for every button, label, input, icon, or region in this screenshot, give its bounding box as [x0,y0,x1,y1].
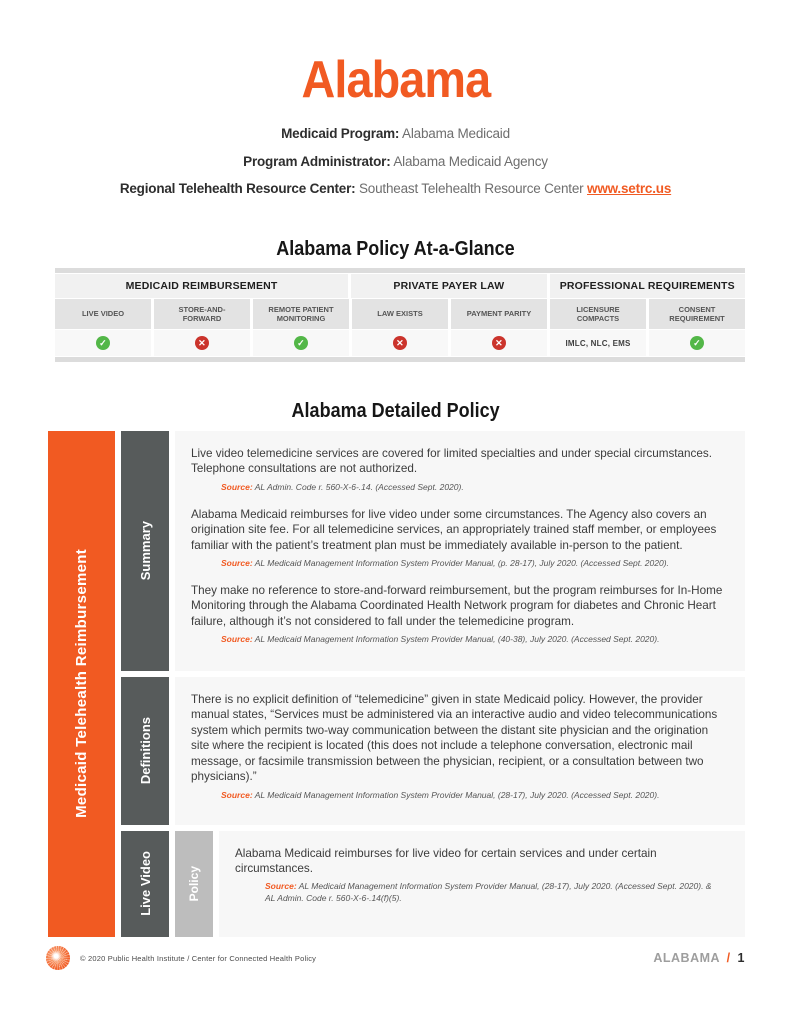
detailed-policy-heading: Alabama Detailed Policy [291,400,500,422]
cross-icon: ✕ [195,336,209,350]
group-professional-requirements: PROFESSIONAL REQUIREMENTS [550,274,745,298]
source-citation: AL Admin. Code r. 560-X-6-.14. (Accessed Sept. 2020). [254,481,464,492]
source-label: Source: [221,481,253,492]
summary-label-column [121,431,169,671]
policy-paragraph: Live video telemedicine services are covered for limited specialties and under special circumstances. Telephone consultations are not authorized. [191,447,712,476]
copyright-text: © 2020 Public Health Institute / Center for Connected Health Policy [80,953,317,963]
summary-content [175,431,745,671]
definitions-content [175,677,745,825]
source-label: Source: [221,558,253,569]
policy-paragraph: Alabama Medicaid reimburses for live video under some circumstances. The Agency also covers an origination site fee. For all telemedicine services, an appropriately trained staff member, or employees familiar with the patient’s treatment plan must be immediately available in-person to the patient. [191,507,717,552]
value-licensure-compacts: IMLC, NLC, EMS [550,330,646,356]
source-citation: AL Medicaid Management Information System Provider Manual, (40-38), July 2020. (Accessed Sept. 2020). [254,634,660,645]
check-icon: ✓ [96,336,110,350]
cross-icon: ✕ [492,336,506,350]
header-fields [0,126,791,209]
footer-state-name: ALABAMA [653,951,720,965]
group-header-row [55,274,745,298]
live-video-label: Live Video [137,851,153,916]
policy-label-column [175,831,213,937]
category-label: Medicaid Telehealth Reimbursement [73,549,90,819]
definitions-label-column [121,677,169,825]
program-administrator-value: Alabama Medicaid Agency [393,153,548,169]
col-payment-parity: PAYMENT PARITY [451,299,547,329]
col-consent-requirement: CONSENT REQUIREMENT [649,299,745,329]
value-store-and-forward [154,330,250,356]
source-line [221,482,723,494]
col-live-video: LIVE VIDEO [55,299,151,329]
table-top-bar [55,268,745,273]
col-licensure-compacts: LICENSURE COMPACTS [550,299,646,329]
col-law-exists: LAW EXISTS [352,299,448,329]
medicaid-program-value: Alabama Medicaid [402,126,510,141]
program-administrator-label: Program Administrator: [243,153,391,169]
column-header-row [55,299,745,329]
source-line [265,881,723,905]
source-label: Source: [265,881,297,892]
medicaid-program-label: Medicaid Program: [281,126,400,141]
source-line [221,634,723,646]
value-row [55,330,745,356]
group-medicaid-reimbursement: MEDICAID REIMBURSEMENT [55,274,348,298]
page-indicator [653,951,745,965]
source-line [221,558,723,570]
live-video-content [219,831,745,937]
policy-paragraph: They make no reference to store-and-forward reimbursement, but the program reimburses for In-Home Monitoring through the Alabama Coordinated Health Network program for diabetes and Chronic Heart failure, although it’s not considered to fall under the telemedicine program. [191,583,723,628]
resource-center-label: Regional Telehealth Resource Center: [119,181,356,196]
cross-icon: ✕ [393,336,407,350]
policy-paragraph: There is no explicit definition of “telemedicine” given in state Medicaid policy. However, the provider manual states, “Services must be administered via an interactive audio and video telecommunications system which permits two-way communication between the distant site physician and the origination site where the recipient is located (this does not include a telephone conversation, electronic mail message, or facsimile transmission between the physician, recipient, or a consultation between two physicians).” [191,693,718,784]
col-store-and-forward: STORE-AND-FORWARD [154,299,250,329]
summary-section [121,431,745,671]
setrc-link[interactable]: www.setrc.us [587,181,672,196]
footer-page-number: 1 [737,951,745,965]
at-a-glance-heading: Alabama Policy At-a-Glance [276,238,515,260]
source-line [221,790,723,802]
state-title-text: Alabama [301,51,490,109]
value-consent-requirement [649,330,745,356]
resource-center-value: Southeast Telehealth Resource Center [359,181,584,196]
medicaid-program-line [0,126,791,141]
table-bottom-bar [55,357,745,362]
resource-center-line [0,181,791,196]
phi-starburst-logo-icon [46,946,70,970]
definitions-section [121,677,745,825]
value-live-video [55,330,151,356]
definitions-label: Definitions [137,717,153,785]
source-citation: AL Medicaid Management Information System Provider Manual, (p. 28-17), July 2020. (Accessed Sept. 2020). [254,558,669,569]
detailed-policy-section [48,431,745,937]
source-label: Source: [221,634,253,645]
check-icon: ✓ [690,336,704,350]
at-a-glance-table [55,268,745,363]
group-private-payer-law: PRIVATE PAYER LAW [351,274,546,298]
category-column-medicaid-telehealth-reimbursement [48,431,115,937]
policy-paragraph: Alabama Medicaid reimburses for live video for certain services and under certain circumstances. [235,846,657,875]
value-remote-patient-monitoring [253,330,349,356]
summary-label: Summary [137,521,153,581]
page-footer [46,946,745,970]
footer-separator: / [726,951,731,965]
section-rows [121,431,745,937]
value-payment-parity [451,330,547,356]
value-law-exists [352,330,448,356]
program-administrator-line [0,154,791,169]
source-citation: AL Medicaid Management Information System Provider Manual, (28-17), July 2020. (Accessed Sept. 2020). [254,789,660,800]
live-video-label-column [121,831,169,937]
policy-label: Policy [187,865,201,902]
source-label: Source: [221,789,253,800]
page-title [0,50,791,110]
live-video-section [121,831,745,937]
source-citation: AL Medicaid Management Information System Provider Manual, (28-17), July 2020. (Accessed Sept. 2020). & AL Admin. Code r. 560-X-6-.14(f)(5). [265,881,712,904]
col-remote-patient-monitoring: REMOTE PATIENT MONITORING [253,299,349,329]
check-icon: ✓ [294,336,308,350]
